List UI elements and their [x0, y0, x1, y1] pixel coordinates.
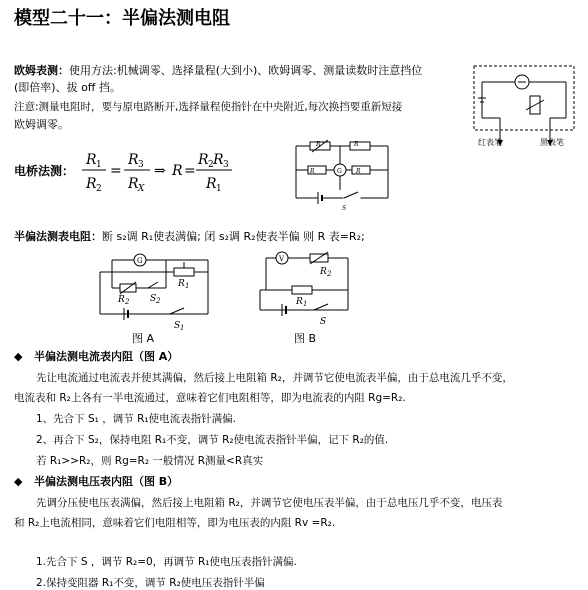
ohm-line1 [14, 64, 422, 78]
svg-text:=: = [110, 163, 122, 179]
svg-text:2: 2 [96, 184, 102, 194]
half-line [14, 230, 365, 244]
svg-text:1: 1 [185, 282, 190, 290]
svg-text:R: R [118, 295, 125, 305]
section-b-p1: 先调分压使电压表满偏，然后接上电阻箱 R₂，并调节它使电压表半偏，由于总电压几乎不变，电压表 [36, 497, 503, 509]
svg-text:S: S [150, 294, 157, 304]
svg-text:3: 3 [138, 160, 144, 170]
bullet-icon: ◆ [14, 350, 23, 363]
figure-a-caption: 图 A [132, 332, 155, 345]
svg-text:1: 1 [96, 160, 102, 170]
svg-text:R: R [198, 152, 209, 168]
ohm-label: 欧姆表测： [14, 64, 69, 77]
half-desc: 断 s₂调 R₁使表满偏; 闭 s₂调 R₂使表半偏 则 R 表=R₂; [102, 230, 365, 243]
svg-text:R: R [206, 176, 217, 192]
svg-text:2: 2 [208, 160, 214, 170]
svg-text:2: 2 [156, 297, 161, 305]
svg-text:S: S [174, 321, 181, 331]
section-a-p1: 先让电流通过电流表并使其满偏，然后接上电阻箱 R₂，并调节它使电流表半偏，由于总电流几乎不变， [36, 372, 513, 384]
section-b-title: 半偏法测电压表内阻（图 B） [33, 475, 179, 488]
section-a-heading [14, 350, 178, 364]
section-a-step3: 若 R₁>>R₂，则 Rg=R₂ 一般情况 R测量<R真实 [36, 455, 264, 467]
svg-text:S: S [320, 317, 327, 327]
svg-text:R: R [86, 152, 97, 168]
svg-text:R: R [310, 168, 315, 175]
section-b-p2: 和 R₂上电流相同，意味着它们电阻相等，即为电压表的内阻 Rv =R₂. [14, 517, 336, 529]
svg-text:R: R [128, 152, 139, 168]
section-a-title: 半偏法测电流表内阻（图 A） [33, 350, 179, 363]
svg-text:1: 1 [180, 324, 185, 332]
svg-text:1: 1 [303, 300, 308, 308]
figure-b-diagram [252, 248, 356, 328]
svg-text:X: X [138, 184, 145, 194]
ohm-text1: 使用方法:机械调零、选择量程(大到小)、欧姆调零、测量读数时注意挡位 [69, 64, 423, 77]
section-a-p2: 电流表和 R₂上各有一半电流通过，意味着它们电阻相等，即为电流表的内阻 Rg=R₂. [14, 392, 406, 404]
section-a-step2: 2、再合下 S₂，保持电阻 R₁不变，调节 R₂使电流表指针半偏，记下 R₂的值. [36, 434, 389, 446]
svg-text:R: R [172, 163, 183, 179]
svg-text:R: R [128, 176, 139, 192]
svg-text:⇒: ⇒ [154, 163, 166, 179]
svg-text:R: R [86, 176, 97, 192]
figure-a-diagram [92, 248, 216, 332]
svg-text:=: = [184, 163, 196, 179]
svg-text:R: R [316, 141, 321, 148]
svg-text:R: R [356, 168, 361, 175]
probe-red-label: 红表笔 [478, 138, 502, 147]
svg-text:V: V [279, 255, 285, 263]
section-a-step1: 1、先合下 S₁ ，调节 R₁使电流表指针满偏. [36, 413, 236, 425]
figure-b-caption: 图 B [294, 332, 317, 345]
section-b-step1: 1.先合下 S ，调节 R₂=0，再调节 R₁使电压表指针满偏. [36, 556, 297, 568]
bullet-icon: ◆ [14, 475, 23, 488]
section-b-step2: 2.保持变阻器 R₁不变，调节 R₂使电压表指针半偏 [36, 577, 265, 589]
bridge-diagram [288, 138, 398, 214]
svg-text:R: R [213, 152, 224, 168]
half-label: 半偏法测表电阻： [14, 230, 102, 243]
page-title: 模型二十一：半偏法测电阻 [14, 8, 230, 29]
svg-text:3: 3 [223, 160, 229, 170]
ohm-line2: (即倍率)、拔 off 挡。 [14, 81, 121, 94]
bridge-formula [76, 146, 236, 196]
svg-text:R: R [296, 297, 303, 307]
bridge-label: 电桥法测： [14, 164, 75, 178]
svg-text:S: S [342, 205, 347, 212]
probe-black-label: 黑表笔 [540, 138, 564, 147]
section-b-heading [14, 475, 178, 489]
svg-text:1: 1 [216, 184, 222, 194]
svg-text:R: R [320, 267, 327, 277]
svg-text:R: R [354, 141, 359, 148]
svg-text:2: 2 [327, 270, 332, 278]
svg-text:2: 2 [125, 298, 130, 306]
svg-text:R: R [178, 279, 185, 289]
ohm-note1: 注意:测量电阻时，要与原电路断开,选择量程使指针在中央附近,每次换挡要重新短接 [14, 101, 403, 113]
svg-text:G: G [137, 257, 143, 265]
ohm-note2: 欧姆调零。 [14, 118, 69, 131]
svg-text:G: G [337, 168, 342, 175]
